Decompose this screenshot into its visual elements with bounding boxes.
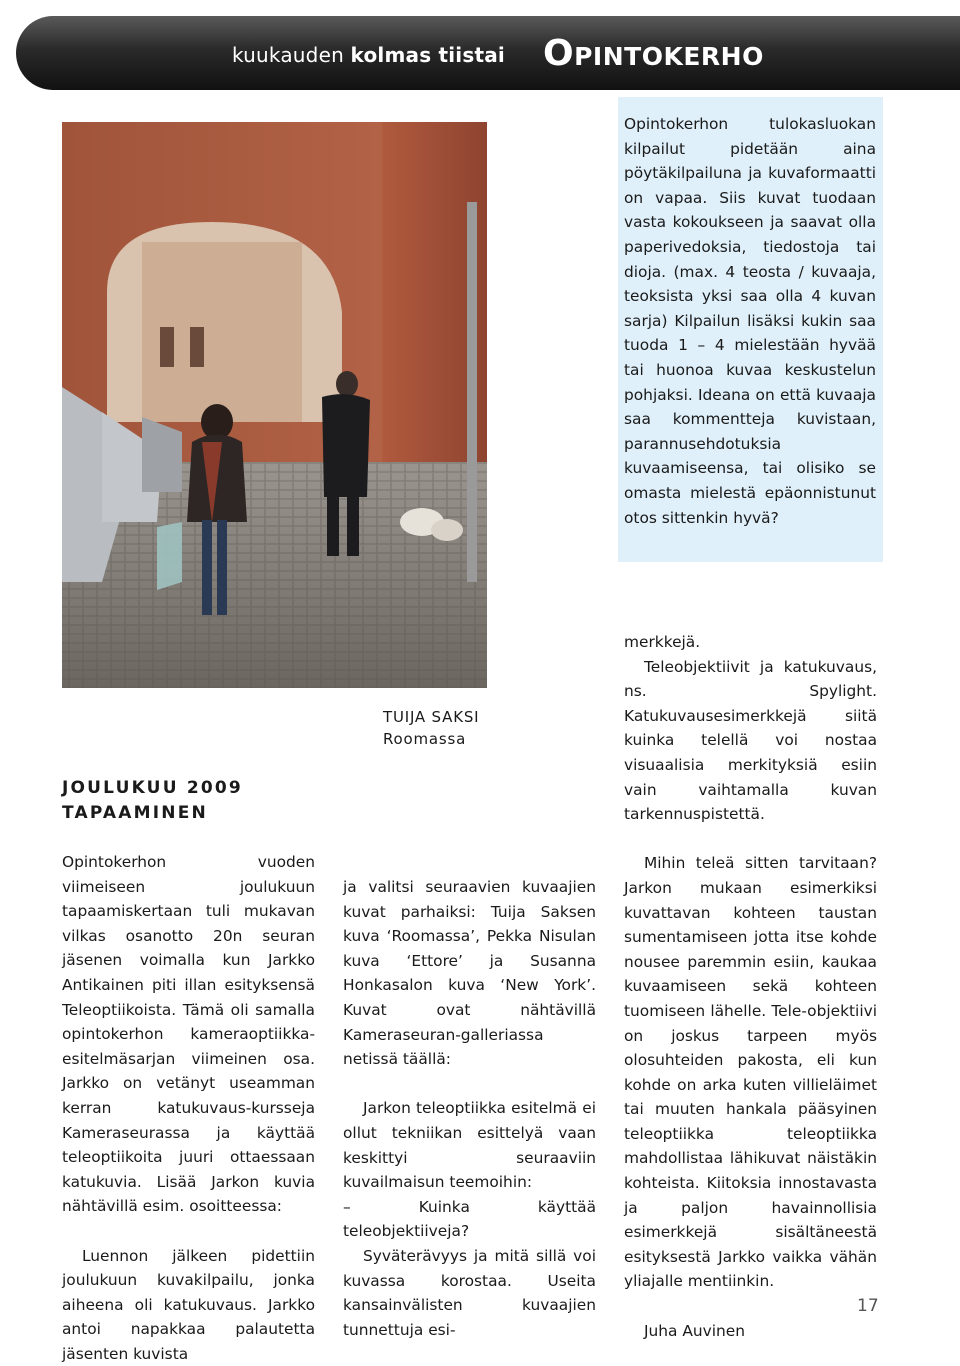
author-signature: Juha Auvinen [624, 1319, 877, 1344]
photo-caption [383, 706, 479, 750]
section-subtitle: kuukauden kolmas tiistai [232, 43, 505, 67]
caption-title: Roomassa [383, 728, 479, 750]
paragraph: Mihin teleä sitten tarvitaan? Jarkon mukaan esimerkiksi kuvattavan kohteen taustan sumentamiseen jotta itse kohde nousee paremmin esiin, kaukaa kuvaamiseen sekä kohteen tuomiseen lähelle. Tele-objektiivi on joskus tarpeen myös olosuhteiden pakosta, eli kun kohde on arka kuten villieläimet tai muuten hankala pääsyinen teleoptiikka teleoptiikka mahdollistaa lähikuvat näistäkin kohteista. Kiitoksia innostavasta ja paljon havainnollisia esimerkkejä sisältäneestä esityksestä Jarkko vaikka vähän yliajalle mentiinkin. [624, 851, 877, 1294]
article-column-1 [62, 850, 315, 1366]
paragraph: Luennon jälkeen pidettiin joulukuun kuvakilpailu, jonka aiheena oli katukuvaus. Jarkko antoi napakkaa palautetta jäsenten kuvista [62, 1244, 315, 1366]
article-column-2 [343, 875, 596, 1342]
list-item: – Kuinka käyttää teleobjektiiveja? [343, 1195, 596, 1244]
paragraph: Teleobjektiivit ja katukuvaus, ns. Spylight. Katukuvausesimerkkejä siitä kuinka telellä voi nostaa visuaalisia merkityksiä esiin vain vaihtamalla kuvan tarkennuspistettä. [624, 655, 877, 827]
section-title: Opintokerho [543, 30, 764, 78]
paragraph: Jarkon teleoptiikka esitelmä ei ollut tekniikan esittelyä vaan keskittyi seuraaviin kuvailmaisun teemoihin: [343, 1096, 596, 1194]
article-heading: JOULUKUU 2009 TAPAAMINEN [62, 776, 324, 826]
page-number: 17 [857, 1296, 879, 1316]
street-photo [62, 122, 487, 688]
paragraph: Syväterävyys ja mitä sillä voi kuvassa korostaa. Useita kansainvälisten kuvaajien tunnettuja esi- [343, 1244, 596, 1342]
paragraph: ja valitsi seuraavien kuvaajien kuvat parhaiksi: Tuija Saksen kuva ‘Roomassa’, Pekka Nisulan kuva ‘Ettore’ ja Susanna Honkasalon kuva ‘New York’. Kuvat ovat nähtävillä Kameraseuran-galleriassa netissä täällä: [343, 875, 596, 1072]
article-column-3 [624, 630, 877, 1343]
caption-author: TUIJA SAKSI [383, 706, 479, 728]
paragraph: merkkejä. [624, 630, 877, 655]
paragraph: Opintokerhon vuoden viimeiseen joulukuun tapaamiskertaan tuli mukavan vilkas osanotto 20n seuran jäsenen voimalla kun Jarkko Antikainen piti illan esityksensä Teleoptiikoista. Tämä oli samalla opintokerhon kameraoptiikka-esitelmäsarjan viimeinen osa. Jarkko on vetänyt useamman kerran katukuvaus-kursseja Kameraseurassa ja käyttää teleoptiikoita juuri ottaessaan katukuvia. Lisää Jarkon kuvia nähtävillä esim. osoitteessa: [62, 850, 315, 1219]
info-box-text: Opintokerhon tulokasluokan kilpailut pidetään aina pöytäkilpailuna ja kuvaformaatti on vapaa. Siis kuvat tuodaan vasta kokoukseen ja saavat olla paperivedoksia, tiedostoja tai dioja. (max. 4 teosta / kuvaaja, teoksista yksi saa olla 4 kuvan sarja) Kilpailun lisäksi kukin saa tuoda 1 – 4 mielestään hyvää tai huonoa kuvaa keskustelun pohjaksi. Ideana on että kuvaaja saa kommentteja kuvistaan, parannusehdotuksia kuvaamiseensa, tai olisiko se omasta mielestä epäonnistunut otos sittenkin hyvä? [624, 112, 876, 530]
